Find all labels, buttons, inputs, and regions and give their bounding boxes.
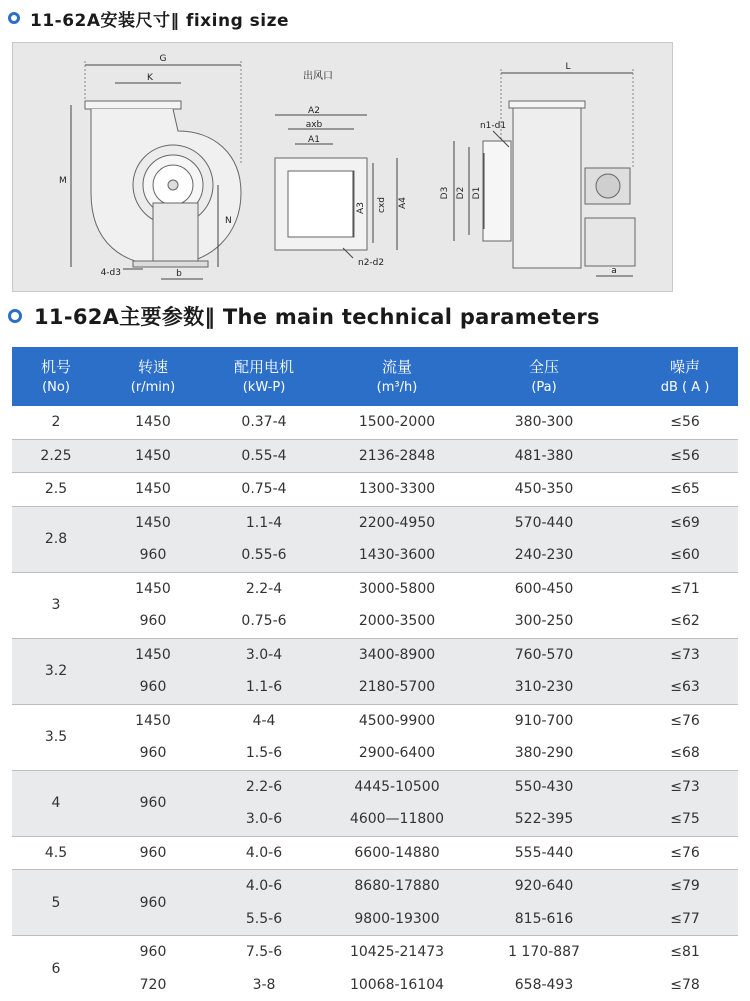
speed-cell: 960	[100, 936, 206, 969]
model-no-cell: 6	[12, 936, 100, 1001]
model-no-cell: 4.5	[12, 837, 100, 870]
motor-cell: 1.5-6	[206, 737, 322, 770]
dim-a3-label: A3	[356, 202, 366, 214]
dim-cxd-label: cxd	[377, 197, 387, 213]
column-header-cn: 噪声	[670, 357, 700, 377]
model-no-cell: 4	[12, 771, 100, 836]
fan-front-view	[71, 61, 241, 279]
flow-cell: 9800-19300	[322, 903, 472, 936]
dim-n-label: N	[225, 216, 232, 226]
noise-cell: ≤60	[632, 539, 738, 572]
speed-cell: 960	[100, 837, 206, 870]
speed-cell: 1450	[100, 573, 206, 606]
table-row-group	[12, 836, 738, 870]
dim-m-label: M	[59, 176, 67, 186]
pressure-cell: 380-290	[472, 737, 616, 770]
column-header-unit: (m³/h)	[377, 379, 418, 397]
pressure-cell: 550-430	[472, 771, 616, 804]
model-no-cell: 3.5	[12, 705, 100, 770]
model-no-cell: 2.5	[12, 473, 100, 506]
table-row-group	[12, 406, 738, 439]
motor-cell: 3-8	[206, 969, 322, 1001]
motor-cell: 4.0-6	[206, 870, 322, 903]
flow-cell: 1300-3300	[322, 473, 472, 506]
pressure-cell: 570-440	[472, 507, 616, 540]
flow-cell: 3400-8900	[322, 639, 472, 672]
pressure-cell: 555-440	[472, 837, 616, 870]
speed-cell: 960	[100, 737, 206, 770]
dim-l-label: L	[565, 62, 570, 72]
pressure-cell: 600-450	[472, 573, 616, 606]
model-no-cell: 3.2	[12, 639, 100, 704]
noise-cell: ≤76	[632, 837, 738, 870]
speed-cell: 1450	[100, 705, 206, 738]
dim-a2-label: A2	[308, 106, 320, 116]
fixing-size-title: 11-62A安装尺寸‖ fixing size	[30, 6, 289, 31]
motor-cell: 0.37-4	[206, 406, 322, 439]
column-header-unit: (No)	[42, 379, 70, 397]
fixing-size-drawing	[12, 42, 673, 292]
motor-cell: 1.1-4	[206, 507, 322, 540]
noise-cell: ≤77	[632, 903, 738, 936]
table-row-group	[12, 572, 738, 638]
bullet-circle-icon	[8, 309, 22, 323]
noise-cell: ≤69	[632, 507, 738, 540]
flow-cell: 2136-2848	[322, 440, 472, 473]
dim-d2-label: D2	[456, 187, 466, 200]
motor-cell: 0.75-6	[206, 605, 322, 638]
pressure-cell: 450-350	[472, 473, 616, 506]
speed-cell: 960	[100, 539, 206, 572]
column-header	[12, 347, 100, 406]
column-header-cn: 流量	[382, 357, 412, 377]
pressure-cell: 380-300	[472, 406, 616, 439]
model-no-cell: 2.8	[12, 507, 100, 572]
dim-a4-label: A4	[398, 197, 408, 209]
dim-axb-label: axb	[306, 120, 323, 130]
noise-cell: ≤73	[632, 771, 738, 804]
flow-cell: 2200-4950	[322, 507, 472, 540]
flow-cell: 10068-16104	[322, 969, 472, 1001]
table-row-group	[12, 506, 738, 572]
pressure-cell: 481-380	[472, 440, 616, 473]
noise-cell: ≤79	[632, 870, 738, 903]
flow-cell: 6600-14880	[322, 837, 472, 870]
flow-cell: 4445-10500	[322, 771, 472, 804]
fan-side-view	[454, 69, 635, 276]
column-header-unit: dB ( A )	[661, 379, 710, 397]
dim-n2d2-label: n2-d2	[358, 258, 384, 268]
pressure-cell: 658-493	[472, 969, 616, 1001]
outlet-flange-view	[275, 115, 397, 258]
noise-cell: ≤56	[632, 440, 738, 473]
motor-cell: 0.55-6	[206, 539, 322, 572]
dimension-drawing-svg	[13, 43, 672, 291]
pressure-cell: 815-616	[472, 903, 616, 936]
dim-a-label: a	[611, 266, 617, 276]
column-header-unit: (r/min)	[131, 379, 175, 397]
column-header-cn: 机号	[41, 357, 71, 377]
speed-cell: 960	[100, 870, 206, 935]
pressure-cell: 910-700	[472, 705, 616, 738]
speed-cell: 960	[100, 771, 206, 836]
table-row-group	[12, 935, 738, 1001]
table-row-group	[12, 472, 738, 506]
technical-parameters-heading	[8, 300, 600, 332]
motor-cell: 4-4	[206, 705, 322, 738]
speed-cell: 960	[100, 605, 206, 638]
flow-cell: 2000-3500	[322, 605, 472, 638]
motor-cell: 7.5-6	[206, 936, 322, 969]
pressure-cell: 300-250	[472, 605, 616, 638]
motor-cell: 3.0-6	[206, 803, 322, 836]
table-row-group	[12, 704, 738, 770]
column-header-unit: (kW-P)	[243, 379, 286, 397]
motor-cell: 5.5-6	[206, 903, 322, 936]
dim-b-label: b	[176, 269, 182, 279]
pressure-cell: 920-640	[472, 870, 616, 903]
noise-cell: ≤65	[632, 473, 738, 506]
model-no-cell: 5	[12, 870, 100, 935]
flow-cell: 2900-6400	[322, 737, 472, 770]
column-header-cn: 配用电机	[234, 357, 294, 377]
motor-cell: 2.2-4	[206, 573, 322, 606]
flow-cell: 8680-17880	[322, 870, 472, 903]
speed-cell: 960	[100, 671, 206, 704]
column-header-cn: 全压	[529, 357, 559, 377]
noise-cell: ≤75	[632, 803, 738, 836]
noise-cell: ≤56	[632, 406, 738, 439]
noise-cell: ≤71	[632, 573, 738, 606]
noise-cell: ≤78	[632, 969, 738, 1001]
dim-d3-label: 4-d3	[101, 268, 121, 278]
flow-cell: 1500-2000	[322, 406, 472, 439]
pressure-cell: 522-395	[472, 803, 616, 836]
pressure-cell: 240-230	[472, 539, 616, 572]
outlet-label: 出风口	[303, 69, 333, 82]
column-header	[206, 347, 322, 406]
model-no-cell: 2	[12, 406, 100, 439]
motor-cell: 0.75-4	[206, 473, 322, 506]
flow-cell: 10425-21473	[322, 936, 472, 969]
column-header	[472, 347, 616, 406]
flow-cell: 2180-5700	[322, 671, 472, 704]
noise-cell: ≤63	[632, 671, 738, 704]
column-header	[632, 347, 738, 406]
model-no-cell: 3	[12, 573, 100, 638]
table-header	[12, 347, 738, 406]
motor-cell: 4.0-6	[206, 837, 322, 870]
pressure-cell: 760-570	[472, 639, 616, 672]
speed-cell: 1450	[100, 507, 206, 540]
column-header	[100, 347, 206, 406]
table-row-group	[12, 439, 738, 473]
table-row-group	[12, 638, 738, 704]
speed-cell: 1450	[100, 440, 206, 473]
technical-parameters-title: 11-62A主要参数‖ The main technical parameters	[34, 301, 600, 331]
dim-a1-label: A1	[308, 135, 320, 145]
flow-cell: 3000-5800	[322, 573, 472, 606]
motor-cell: 0.55-4	[206, 440, 322, 473]
fixing-size-heading	[8, 4, 289, 32]
speed-cell: 1450	[100, 473, 206, 506]
noise-cell: ≤76	[632, 705, 738, 738]
column-header	[322, 347, 472, 406]
speed-cell: 1450	[100, 639, 206, 672]
column-header-cn: 转速	[138, 357, 168, 377]
column-header-unit: (Pa)	[531, 379, 556, 397]
flow-cell: 4600—11800	[322, 803, 472, 836]
dim-d3-side-label: D3	[440, 187, 450, 200]
speed-cell: 1450	[100, 406, 206, 439]
pressure-cell: 310-230	[472, 671, 616, 704]
noise-cell: ≤62	[632, 605, 738, 638]
noise-cell: ≤81	[632, 936, 738, 969]
table-body	[12, 406, 738, 1001]
flow-cell: 4500-9900	[322, 705, 472, 738]
bullet-circle-icon	[8, 12, 20, 24]
parameters-table	[12, 347, 738, 1001]
table-row-group	[12, 869, 738, 935]
noise-cell: ≤68	[632, 737, 738, 770]
dim-g-label: G	[160, 54, 167, 64]
dim-k-label: K	[147, 73, 154, 83]
noise-cell: ≤73	[632, 639, 738, 672]
table-row-group	[12, 770, 738, 836]
flow-cell: 1430-3600	[322, 539, 472, 572]
motor-cell: 2.2-6	[206, 771, 322, 804]
model-no-cell: 2.25	[12, 440, 100, 473]
pressure-cell: 1 170-887	[472, 936, 616, 969]
motor-cell: 3.0-4	[206, 639, 322, 672]
dim-d1-label: D1	[472, 187, 482, 200]
dim-n1d1-label: n1-d1	[480, 121, 506, 131]
motor-cell: 1.1-6	[206, 671, 322, 704]
speed-cell: 720	[100, 969, 206, 1001]
